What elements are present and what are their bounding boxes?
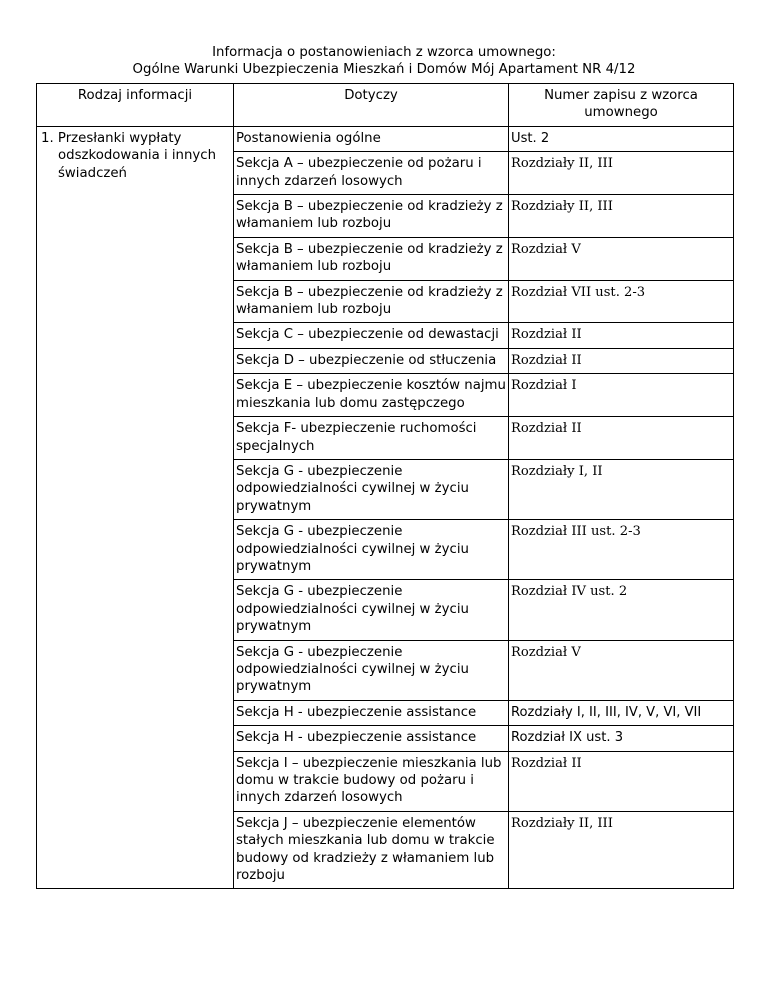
numer-cell: Rozdział V	[509, 640, 734, 700]
numer-cell: Rozdziały I, II, III, IV, V, VI, VII	[509, 700, 734, 725]
table-header-row	[37, 84, 734, 127]
dotyczy-cell: Sekcja J – ubezpieczenie elementów stałych mieszkania lub domu w trakcie budowy od kradzieży z włamaniem lub rozboju	[234, 811, 509, 889]
dotyczy-cell: Sekcja C – ubezpieczenie od dewastacji	[234, 323, 509, 348]
dotyczy-cell: Postanowienia ogólne	[234, 126, 509, 151]
numer-cell: Rozdział IV ust. 2	[509, 580, 734, 640]
dotyczy-cell: Sekcja B – ubezpieczenie od kradzieży z włamaniem lub rozboju	[234, 237, 509, 280]
information-table	[36, 83, 734, 889]
numer-cell: Rozdziały I, II	[509, 459, 734, 519]
header-dotyczy: Dotyczy	[234, 84, 509, 127]
numer-cell: Rozdziały II, III	[509, 152, 734, 195]
header-rodzaj: Rodzaj informacji	[37, 84, 234, 127]
dotyczy-cell: Sekcja I – ubezpieczenie mieszkania lub domu w trakcie budowy od pożaru i innych zdarzeń losowych	[234, 751, 509, 811]
numer-cell: Rozdział II	[509, 348, 734, 373]
dotyczy-cell: Sekcja A – ubezpieczenie od pożaru i innych zdarzeń losowych	[234, 152, 509, 195]
dotyczy-cell: Sekcja B – ubezpieczenie od kradzieży z włamaniem lub rozboju	[234, 280, 509, 323]
numer-cell: Rozdział II	[509, 323, 734, 348]
numer-cell: Rozdział III ust. 2-3	[509, 520, 734, 580]
dotyczy-cell: Sekcja B – ubezpieczenie od kradzieży z włamaniem lub rozboju	[234, 195, 509, 238]
numer-cell: Rozdział II	[509, 417, 734, 460]
numer-cell: Rozdział VII ust. 2-3	[509, 280, 734, 323]
numer-cell: Rozdział I	[509, 374, 734, 417]
dotyczy-cell: Sekcja F- ubezpieczenie ruchomości specjalnych	[234, 417, 509, 460]
category-label: 1. Przesłanki wypłaty odszkodowania i innych świadczeń	[41, 130, 217, 181]
dotyczy-cell: Sekcja H - ubezpieczenie assistance	[234, 726, 509, 751]
title-line-1: Informacja o postanowieniach z wzorca umownego:	[212, 45, 556, 60]
dotyczy-cell: Sekcja E – ubezpieczenie kosztów najmu mieszkania lub domu zastępczego	[234, 374, 509, 417]
numer-cell: Rozdział II	[509, 751, 734, 811]
dotyczy-cell: Sekcja G - ubezpieczenie odpowiedzialności cywilnej w życiu prywatnym	[234, 640, 509, 700]
numer-cell: Rozdział V	[509, 237, 734, 280]
document-title	[36, 44, 732, 78]
table-row	[37, 126, 734, 151]
dotyczy-cell: Sekcja H - ubezpieczenie assistance	[234, 700, 509, 725]
title-line-2: Ogólne Warunki Ubezpieczenia Mieszkań i Domów Mój Apartament NR 4/12	[132, 62, 636, 77]
header-numer: Numer zapisu z wzorca umownego	[509, 84, 734, 127]
numer-cell: Rozdziały II, III	[509, 195, 734, 238]
dotyczy-cell: Sekcja G - ubezpieczenie odpowiedzialności cywilnej w życiu prywatnym	[234, 459, 509, 519]
table-body	[37, 126, 734, 889]
dotyczy-cell: Sekcja D – ubezpieczenie od stłuczenia	[234, 348, 509, 373]
category-cell	[37, 126, 234, 889]
numer-cell: Ust. 2	[509, 126, 734, 151]
dotyczy-cell: Sekcja G - ubezpieczenie odpowiedzialności cywilnej w życiu prywatnym	[234, 580, 509, 640]
dotyczy-cell: Sekcja G - ubezpieczenie odpowiedzialności cywilnej w życiu prywatnym	[234, 520, 509, 580]
numer-cell: Rozdział IX ust. 3	[509, 726, 734, 751]
numer-cell: Rozdziały II, III	[509, 811, 734, 889]
